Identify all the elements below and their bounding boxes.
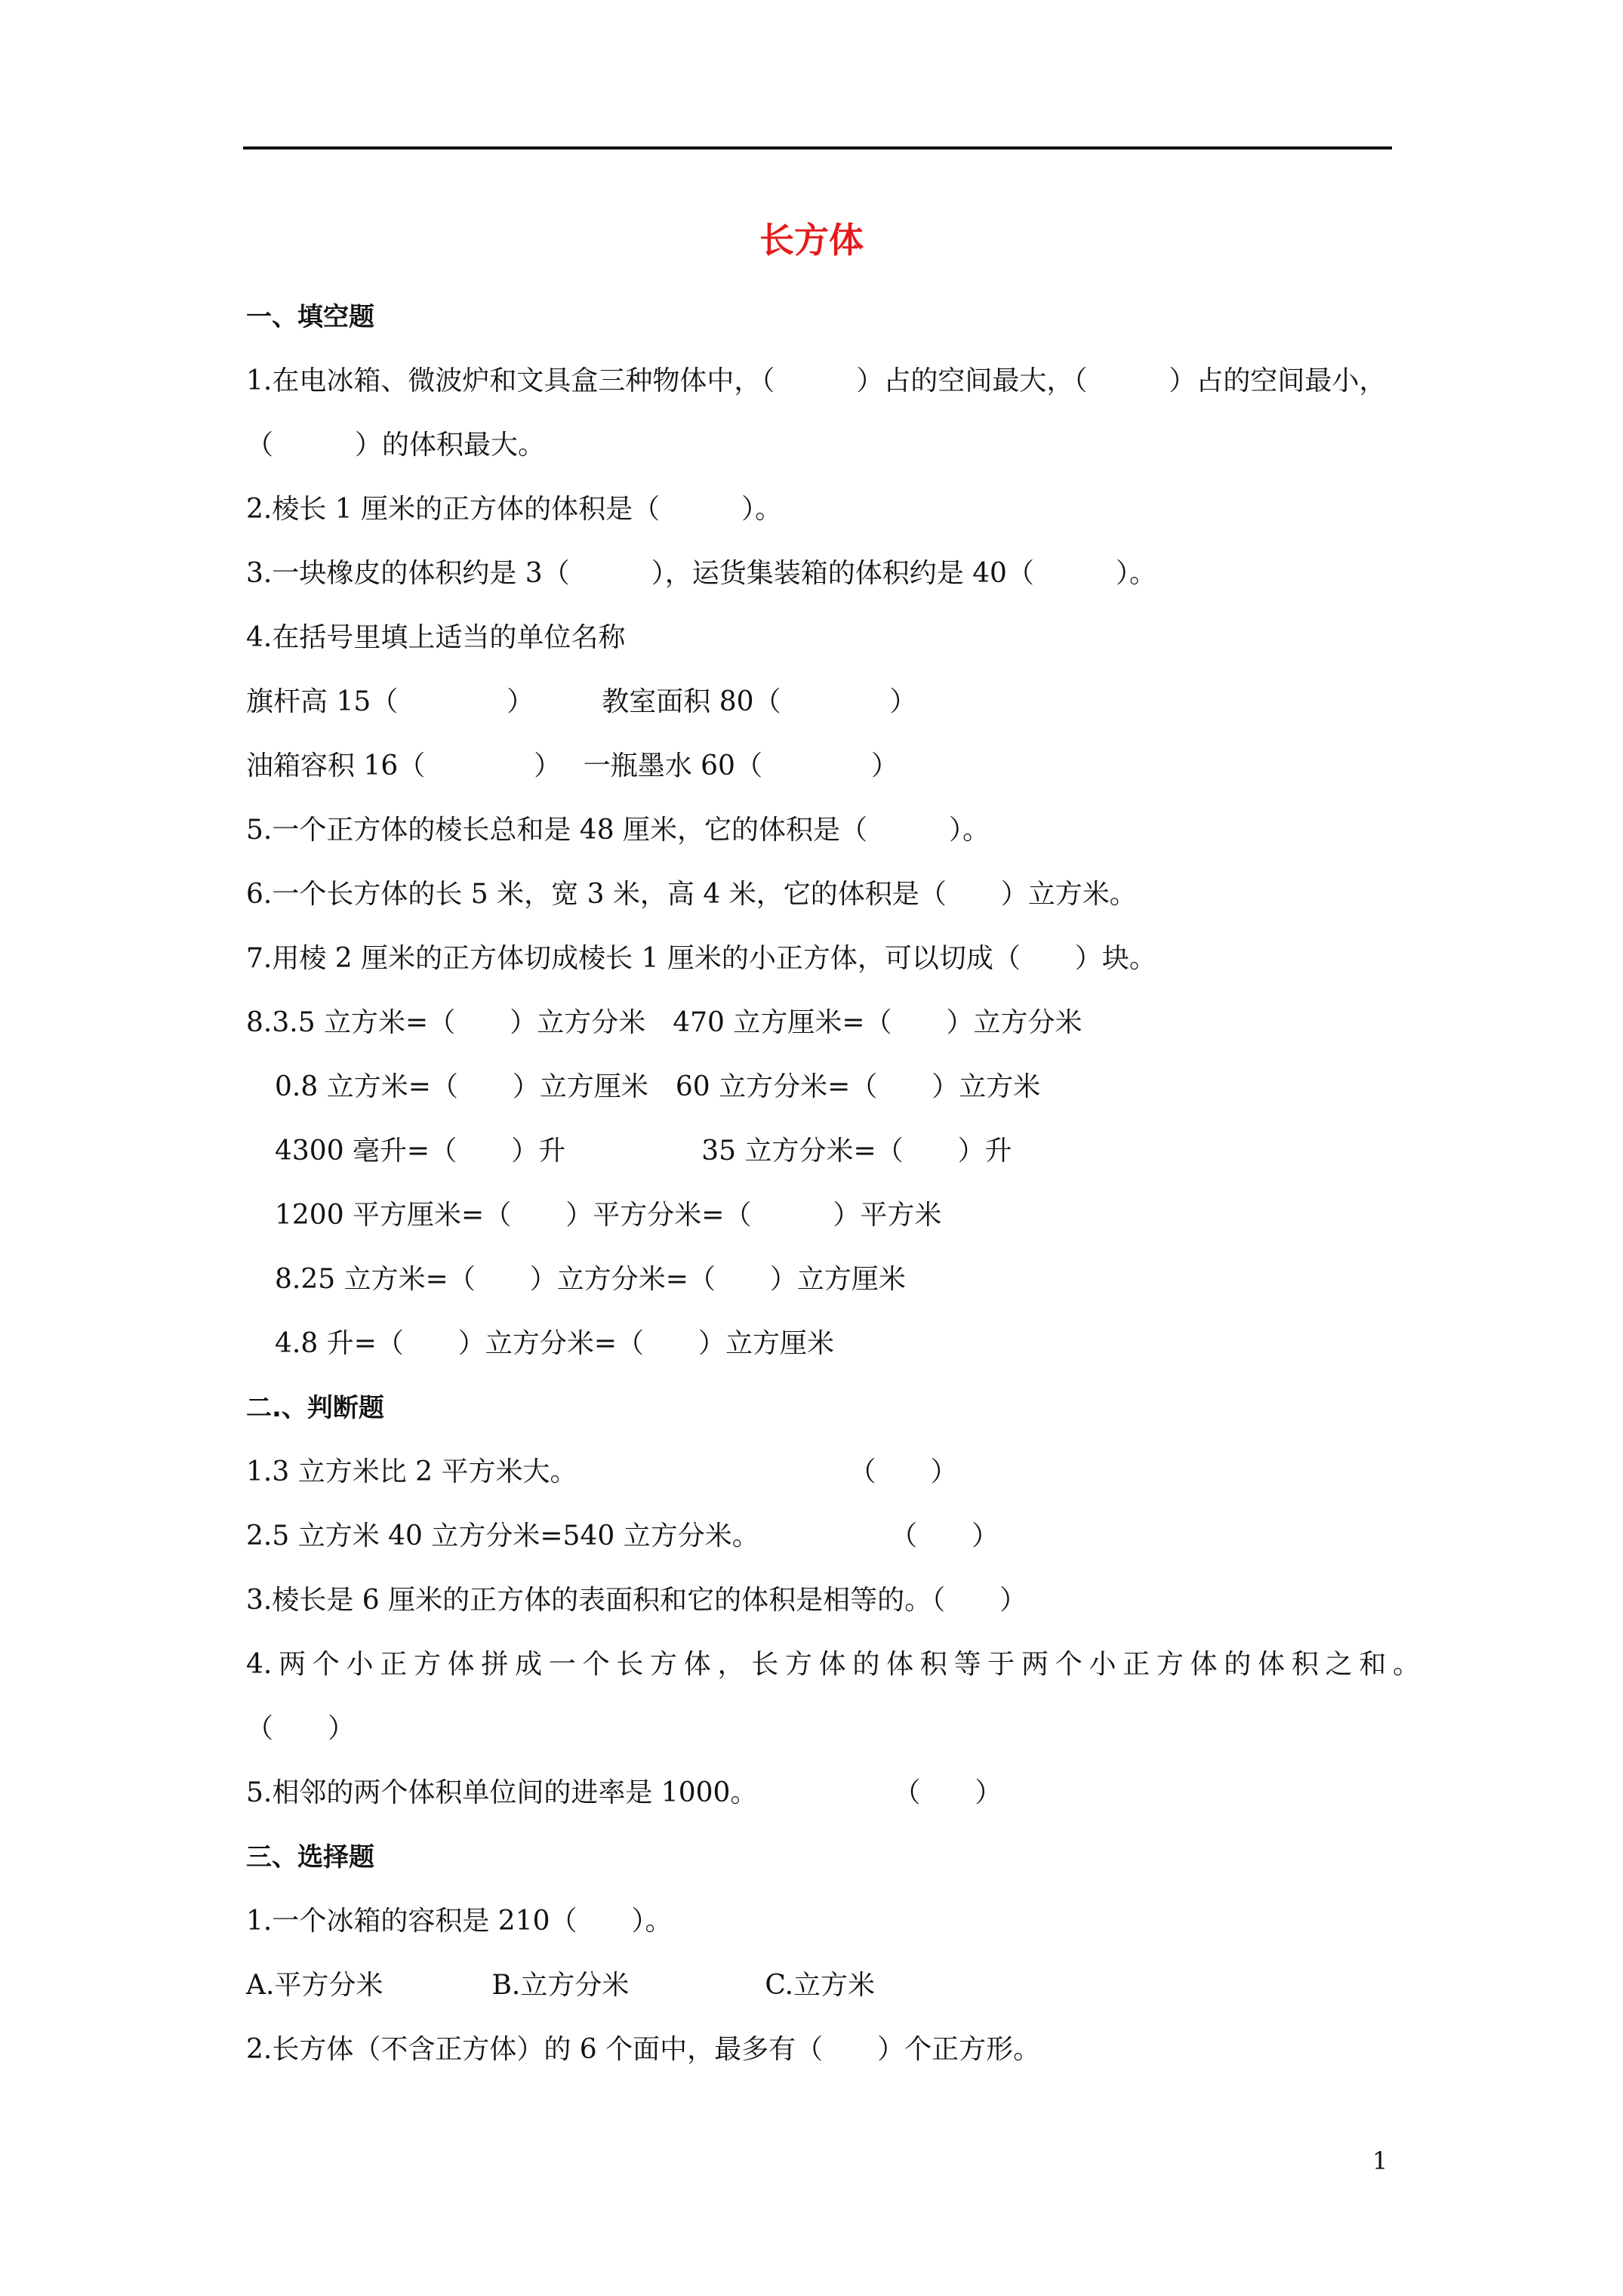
page-number: 1 [1372,2147,1388,2175]
question-line: 2.5 立方米 40 立方分米=540 立方分米。 （ ） [246,1521,999,1552]
question-line: 5.相邻的两个体积单位间的进率是 1000。 （ ） [246,1777,1002,1808]
section-heading-multiple-choice: 三、选择题 [246,1842,374,1872]
question-line: 4.8 升=（ ）立方分米=（ ）立方厘米 [275,1328,835,1359]
section-heading-true-false: 二.、判断题 [246,1393,384,1423]
page-title: 长方体 [759,220,864,260]
question-line: 1.一个冰箱的容积是 210（ ）。 [246,1906,673,1937]
question-line: 4.在括号里填上适当的单位名称 [246,622,626,653]
question-line: （ ） [246,1713,356,1744]
question-line: 4300 毫升=（ ）升 35 立方分米=（ ）升 [275,1136,1012,1166]
question-line: 4.两个小正方体拼成一个长方体，长方体的体积等于两个小正方体的体积之和。 [246,1649,1420,1680]
question-line: 8.25 立方米=（ ）立方分米=（ ）立方厘米 [275,1264,906,1295]
question-line: （ ）的体积最大。 [246,430,546,461]
question-line: 1200 平方厘米=（ ）平方分米=（ ）平方米 [275,1200,942,1231]
question-line: 旗杆高 15（ ） 教室面积 80（ ） [246,686,917,717]
answer-options: A.平方分米 B.立方分米 C.立方米 [246,1970,876,2001]
question-line: 3.棱长是 6 厘米的正方体的表面积和它的体积是相等的。（ ） [246,1585,1027,1616]
question-line: 8.3.5 立方米=（ ）立方分米 470 立方厘米=（ ）立方分米 [246,1007,1083,1038]
question-line: 0.8 立方米=（ ）立方厘米 60 立方分米=（ ）立方米 [275,1071,1041,1102]
question-line: 1.在电冰箱、微波炉和文具盒三种物体中，（ ）占的空间最大，（ ）占的空间最小， [246,365,1387,396]
question-line: 1.3 立方米比 2 平方米大。 （ ） [246,1456,958,1487]
question-line: 油箱容积 16（ ） 一瓶墨水 60（ ） [246,750,898,781]
question-line: 5.一个正方体的棱长总和是 48 厘米，它的体积是（ ）。 [246,815,990,846]
question-line: 7.用棱 2 厘米的正方体切成棱长 1 厘米的小正方体，可以切成（ ）块。 [246,943,1156,974]
question-line: 6.一个长方体的长 5 米，宽 3 米，高 4 米，它的体积是（ ）立方米。 [246,879,1137,910]
header-rule [243,146,1392,149]
section-heading-fill-blank: 一、填空题 [246,302,374,332]
question-line: 3.一块橡皮的体积约是 3（ ），运货集装箱的体积约是 40（ ）。 [246,558,1156,589]
question-line: 2.棱长 1 厘米的正方体的体积是（ ）。 [246,494,783,525]
question-line: 2.长方体（不含正方体）的 6 个面中，最多有（ ）个正方形。 [246,2034,1041,2065]
